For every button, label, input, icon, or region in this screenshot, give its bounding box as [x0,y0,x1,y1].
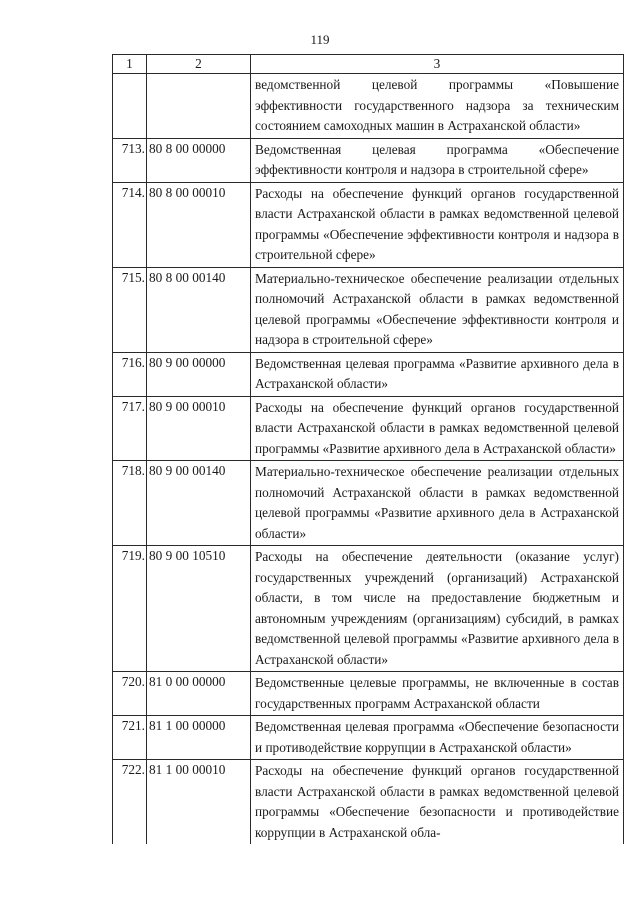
row-number: 716. [113,352,147,396]
column-header-1: 1 [113,55,147,74]
row-number: 722. [113,760,147,845]
row-code: 80 9 00 10510 [147,546,251,672]
row-number: 713. [113,138,147,182]
table-row [113,138,624,182]
table-row [113,267,624,352]
column-header-3: 3 [251,55,624,74]
table-header-row [113,55,624,74]
row-number: 714. [113,182,147,267]
row-code: 81 1 00 00010 [147,760,251,845]
row-code: 80 9 00 00010 [147,396,251,461]
row-description: Ведомственные целевые программы, не включенные в состав государственных программ Астраханской области [251,672,624,716]
table-row [113,760,624,845]
row-number [113,74,147,139]
row-code: 81 0 00 00000 [147,672,251,716]
row-description: Расходы на обеспечение функций органов государственной власти Астраханской области в рамках ведомственной целевой программы «Обеспечение эффективности контроля и надзора в строительной сфере» [251,182,624,267]
row-number: 717. [113,396,147,461]
row-number: 720. [113,672,147,716]
column-header-2: 2 [147,55,251,74]
table-row [113,461,624,546]
row-number: 721. [113,716,147,760]
row-code: 80 9 00 00000 [147,352,251,396]
row-description: Расходы на обеспечение функций органов государственной власти Астраханской области в рамках ведомственной целевой программы «Развитие архивного дела в Астраханской области» [251,396,624,461]
row-number: 715. [113,267,147,352]
row-code: 80 8 00 00140 [147,267,251,352]
row-description: Материально-техническое обеспечение реализации отдельных полномочий Астраханской области в рамках ведомственной целевой программы «Обеспечение эффективности контроля и надзора в строительной сфере» [251,267,624,352]
row-code [147,74,251,139]
table-row [113,396,624,461]
table-row [113,672,624,716]
row-description: Материально-техническое обеспечение реализации отдельных полномочий Астраханской области в рамках ведомственной целевой программы «Развитие архивного дела в Астраханской области» [251,461,624,546]
table-row [113,74,624,139]
row-code: 80 8 00 00010 [147,182,251,267]
table-row [113,546,624,672]
table-row [113,182,624,267]
table-row [113,352,624,396]
row-number: 718. [113,461,147,546]
budget-codes-table [112,54,624,844]
row-description: Ведомственная целевая программа «Обеспечение эффективности контроля и надзора в строительной сфере» [251,138,624,182]
row-description: Ведомственная целевая программа «Развитие архивного дела в Астраханской области» [251,352,624,396]
page-number: 119 [310,32,330,47]
row-code: 81 1 00 00000 [147,716,251,760]
row-code: 80 8 00 00000 [147,138,251,182]
table-row [113,716,624,760]
row-code: 80 9 00 00140 [147,461,251,546]
row-number: 719. [113,546,147,672]
row-description: Расходы на обеспечение деятельности (оказание услуг) государственных учреждений (организаций) Астраханской области, в том числе на предоставление бюджетным и автономным учреждениям (организациям) субсидий, в рамках ведомственной целевой программы «Развитие архивного дела в Астраханской области» [251,546,624,672]
row-description: ведомственной целевой программы «Повышение эффективности государственного надзора за техническим состоянием самоходных машин в Астраханской области» [251,74,624,139]
row-description: Ведомственная целевая программа «Обеспечение безопасности и противодействие коррупции в Астраханской области» [251,716,624,760]
row-description: Расходы на обеспечение функций органов государственной власти Астраханской области в рамках ведомственной целевой программы «Обеспечение безопасности и противодействие коррупции в Астраханской обла- [251,760,624,845]
